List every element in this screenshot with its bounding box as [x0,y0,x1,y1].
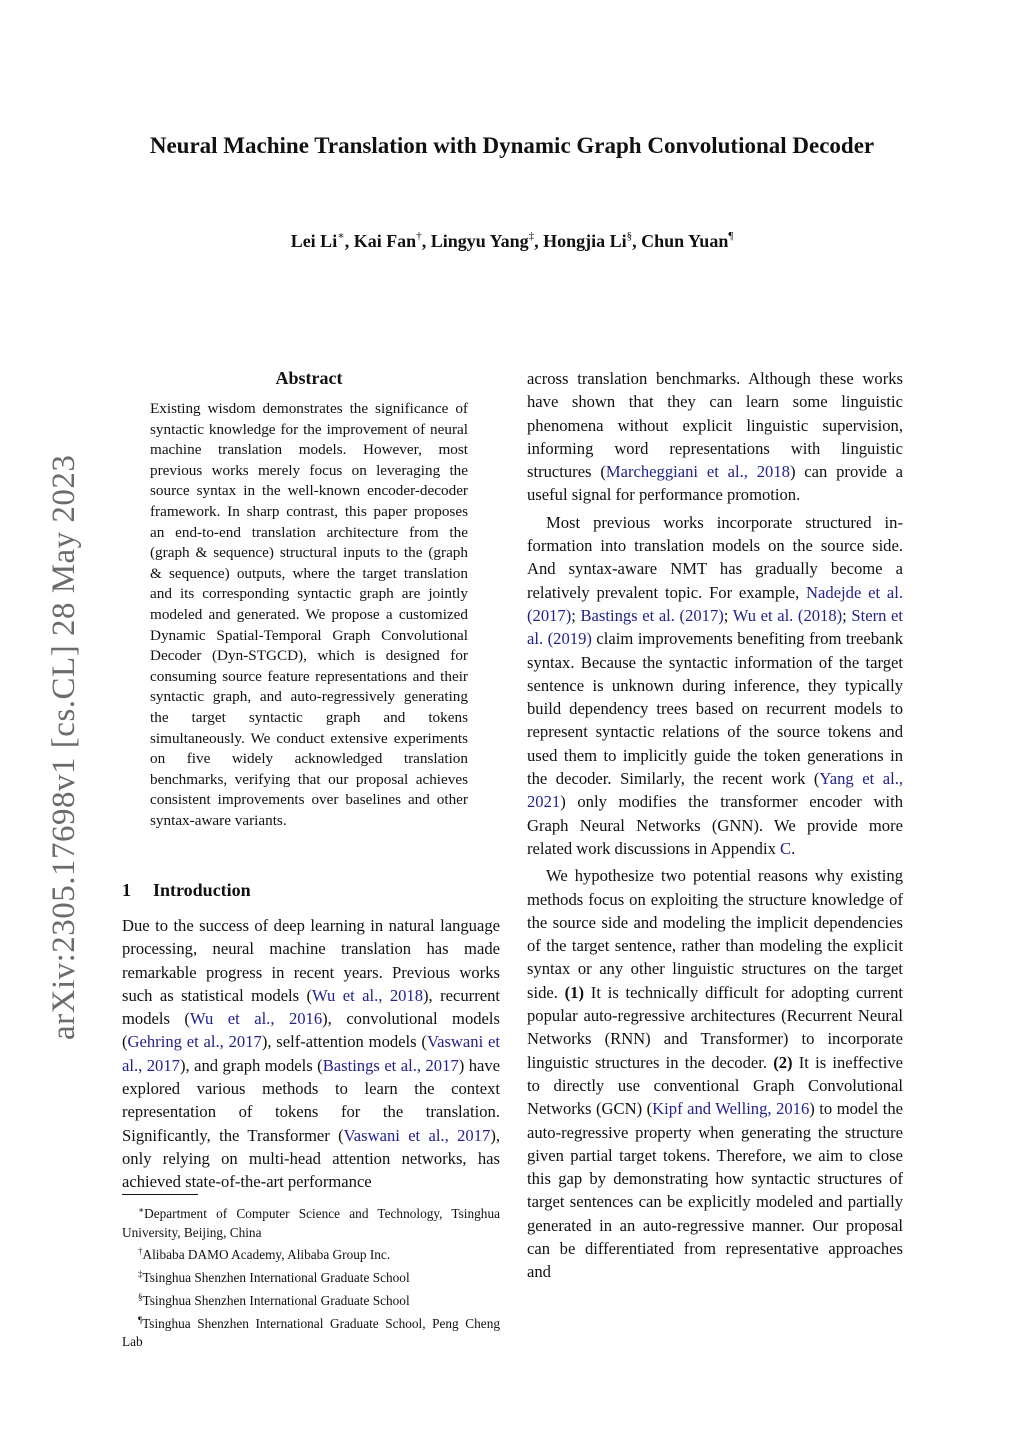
citation-link[interactable]: Stern et al. (2019) [527,605,903,649]
author-name: Lingyu Yang [430,231,529,251]
author-name: Hongjia Li [543,231,627,251]
author-footnote-mark: ¶ [728,230,734,242]
text-run: ) can provide a useful signal for performance promotion. [527,462,904,505]
text-run: ; [723,605,733,625]
citation-link[interactable]: Vaswani et al., 2017 [343,1125,491,1145]
author-name: Kai Fan [353,231,417,251]
text-run: ), and graph models ( [179,1055,323,1075]
citation-link[interactable]: Bastings et al. (2017) [580,605,724,625]
footnote-mark: ‡ [138,1269,143,1280]
text-run: We hypothesize two potential reasons why existing methods focus on exploiting the structure knowledge of the source side and modeling the implicit dependencies of the target sentence, rather than modeling the explicit syntax or any other linguistic structures on the target side. [527,866,903,1002]
author-footnote-mark: ‡ [528,230,535,242]
citation-link[interactable]: Yang et al., 2021 [527,769,903,812]
paragraph [122,914,500,1194]
text-run: . [791,838,796,858]
citation-link[interactable]: Bastings et al., 2017 [322,1055,459,1075]
section-heading-introduction [122,878,502,902]
citation-link[interactable]: Kipf and Welling, 2016 [652,1099,810,1119]
text-run: It is technically difficult for adopting current popular auto-regressive architectures (Recurrent Neural Networks (RNN) and Transformer) to incorporate linguistic structures in the decoder. [527,982,903,1072]
text-run: It is ineffective to directly use conventional Graph Convolutional Networks (GCN) ( [527,1052,903,1119]
arxiv-identifier: arXiv:2305.17698v1 [cs.CL] 28 May 2023 [46,454,82,1040]
footnotes [122,1201,500,1352]
citation-link[interactable]: Nadejde et al. (2017) [527,582,903,625]
introduction-left-column [122,914,500,1194]
footnote [122,1311,500,1352]
text-run: ), convolutional models ( [122,1009,500,1052]
text-run: ), only relying on multi-head attention networks, has achieved state-of-the-art performance [122,1125,500,1192]
footnote-mark: § [138,1291,143,1302]
enumeration-marker: (2) [773,1052,793,1072]
text-run: ) to model the auto-regressive property when generating the structure given partial target tokens. Therefore, we aim to close this gap by demonstrating how syntactic structures of target sentences can be explicitly modeled and partially generated in an auto-regressive manner. Our proposal can be differentiated from representative approaches and [527,1099,903,1282]
section-title: Introduction [153,880,251,900]
citation-link[interactable]: Marcheggiani et al., 2018 [605,462,790,482]
text-run: Due to the success of deep learning in natural language processing, neural machine translation has made remarkable progress in recent years. Previous works such as statistical models ( [122,916,500,1005]
enumeration-marker: (1) [564,982,585,1002]
footnote-mark: † [138,1246,143,1257]
paragraph [527,511,903,860]
paragraph [527,367,903,507]
citation-link[interactable]: Gehring et al., 2017 [127,1032,262,1052]
text-run: ; [571,605,581,625]
abstract-heading: Abstract [275,368,343,388]
citation-link[interactable]: Vaswani et al., 2017 [122,1032,500,1075]
paragraph [527,864,903,1283]
appendix-link[interactable]: C [780,838,792,858]
paper-title: Neural Machine Translation with Dynamic Graph Convolutional Decoder [149,133,875,158]
text-run: claim improvements benefiting from treebank syntax. Because the syntactic information of the target sentence is unknown during inference, they typically build dependency trees based on recurrent models to represent syntactic relations of the source tokens and used them to implicitly guide the token generations in the decoder. Similarly, the recent work ( [527,629,903,789]
author-list: Lei Li∗, Kai Fan†, Lingyu Yang‡, Hongjia Li§, Chun Yuan¶ [290,230,734,251]
section-number: 1 [122,880,131,900]
footnote [122,1265,500,1288]
introduction-right-column [527,367,903,1284]
text-run: ), self-attention models ( [261,1032,427,1052]
footnote-text: Tsinghua Shenzhen International Graduate School [142,1292,410,1308]
footnote [122,1201,500,1242]
author-footnote-mark: ∗ [337,230,345,242]
text-run: ; [842,605,852,625]
footnote-text: Alibaba DAMO Academy, Alibaba Group Inc. [142,1247,391,1263]
text-run: across translation benchmarks. Although these works have shown that they can learn some linguistic phenomena without explicit linguistic supervision, informing word representations with linguistic structures ( [527,369,903,482]
footnote-text: Department of Computer Science and Technology, Tsinghua University, Beijing, China [122,1206,500,1240]
text-run: ) only modifies the transformer encoder with Graph Neural Networks (GNN). We provide more related work discussions in Appendix [527,792,903,858]
author-footnote-mark: § [626,230,633,242]
text-run: Most previous works incorporate structured information into translation models on the source side. And syntax-aware NMT has gradually become a relatively prevalent topic. For example, [527,512,903,602]
abstract-body: Existing wisdom demonstrates the significance of syntactic knowledge for the improvement of neural machine translation models. However, most previous works merely focus on leveraging the source syntax in the well-known encoder-decoder framework. In sharp contrast, this paper proposes an end-to-end translation architecture from the (graph & sequence) structural inputs to the (graph & sequence) outputs, where the target translation and its corresponding syntactic graph are jointly modeled and generated. We propose a customized Dynamic Spatial-Temporal Graph Convolutional Decoder (Dyn-STGCD), which is designed for consuming source feature representations and their syntactic graph, and auto-regressively generating the target syntactic graph and tokens simultaneously. We conduct extensive experiments on five widely acknowledged translation benchmarks, verifying that our proposal achieves consistent improvements over baselines and other syntax-aware variants. [150,400,468,829]
footnote [122,1242,500,1265]
text-run: ), recurrent models ( [122,985,500,1029]
citation-link[interactable]: Wu et al., 2018 [312,985,424,1005]
footnote [122,1288,500,1311]
footnote-mark: ∗ [138,1205,145,1215]
text-run: ) have explored various methods to learn the context representation of tokens for the translation. Significantly, the Transformer ( [122,1055,501,1145]
footnote-text: Tsinghua Shenzhen International Graduate School [142,1270,410,1286]
footnote-text: Tsinghua Shenzhen International Graduate School, Peng Cheng Lab [122,1315,500,1350]
footnote-rule [122,1194,198,1195]
author-name: Chun Yuan [641,231,729,251]
citation-link[interactable]: Wu et al. (2018) [732,605,843,625]
citation-link[interactable]: Wu et al., 2016 [189,1009,323,1029]
author-name: Lei Li [290,231,338,251]
author-footnote-mark: † [416,230,422,242]
footnote-mark: ¶ [138,1314,143,1325]
